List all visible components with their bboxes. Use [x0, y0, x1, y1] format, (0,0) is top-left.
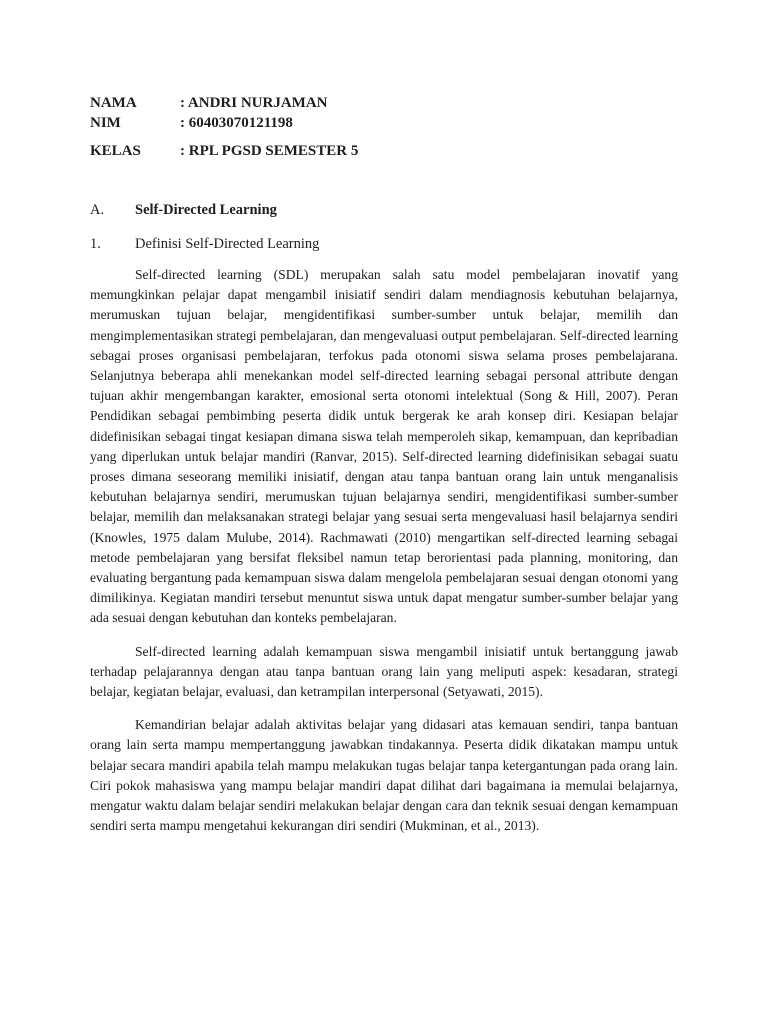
nama-value: : ANDRI NURJAMAN — [180, 95, 328, 111]
kelas-label: KELAS — [90, 143, 141, 159]
nim-label: NIM — [90, 115, 121, 131]
section-letter: A. — [90, 202, 105, 218]
subsection-title: Definisi Self-Directed Learning — [135, 236, 320, 252]
nim-value: : 60403070121198 — [180, 115, 293, 131]
paragraph: Kemandirian belajar adalah aktivitas belajar yang didasari atas kemauan sendiri, tanpa bantuan orang lain serta mampu mempertanggung jawabkan tindakannya. Peserta didik dikatakan mampu untuk belajar secara mandiri apabila telah mampu melakukan tugas belajar tanpa ketergantungan pada orang lain. Ciri pokok mahasiswa yang mampu belajar mandiri dapat dilihat dari bagaimana ia memulai belajarnya, mengatur waktu dalam belajar sendiri melakukan belajar dengan cara dan teknik sesuai dengan kemampuan sendiri serta mampu mengetahui kekurangan diri sendiri (Mukminan, et al., 2013). — [90, 717, 678, 834]
paragraph: Self-directed learning (SDL) merupakan salah satu model pembelajaran inovatif yang memungkinkan pelajar dapat mengambil inisiatif sendiri dalam mendiagnosis kebutuhan belajarnya, merumuskan tujuan belajar, mengidentifikasi sumber-sumber untuk belajar, memilih dan mengimplementasikan strategi pembelajaran, dan mengevaluasi output pembelajaran. Self-directed learning sebagai proses organisasi pembelajaran, terfokus pada otonomi siswa selama proses pembelajarana. Selanjutnya beberapa ahli menekankan model self-directed learning sebagai personal attribute dengan tujuan akhir mengembangan karakter, emosional serta otonomi intelektual (Song & Hill, 2007). Peran Pendidikan sebagai pembimbing peserta didik untuk bergerak ke arah konsep diri. Kesiapan belajar didefinisikan sebagai tingat kesiapan dimana siswa telah memperoleh sikap, kemampuan, dan kepribadian yang diperlukan untuk belajar mandiri (Ranvar, 2015). Self-directed learning didefinisikan sebagai suatu proses dimana seseorang memiliki inisiatif, dengan atau tanpa bantuan orang lain untuk menganalisis kebutuhan belajarnya sendiri, merumuskan tujuan belajarnya sendiri, mengidentifikasi sumber-sumber belajar, memilih dan melaksanakan strategi belajar yang sesuai serta mengevaluasi hasil belajarnya sendiri (Knowles, 1975 dalam Mulube, 2014). Rachmawati (2010) mengartikan self-directed learning sebagai metode pembelajaran yang bersifat fleksibel namun tetap berorientasi pada planning, monitoring, dan evaluating bergantung pada kemampuan siswa dalam mengelola pembelajaran sesuai dengan otonomi yang dimilikinya. Kegiatan mandiri tersebut menuntut siswa untuk dapat mengatur sumber-sumber belajar yang ada sesuai dengan kebutuhan dan konteks pembelajaran. — [90, 267, 678, 626]
body-text — [90, 265, 678, 849]
subsection-number: 1. — [90, 236, 101, 252]
nama-label: NAMA — [90, 95, 137, 111]
paragraph: Self-directed learning adalah kemampuan siswa mengambil inisiatif untuk bertanggung jawab terhadap pelajarannya dengan atau tanpa bantuan orang lain yang meliputi aspek: kesadaran, strategi belajar, kegiatan belajar, evaluasi, dan ketrampilan interpersonal (Setyawati, 2015). — [90, 643, 678, 700]
kelas-value: : RPL PGSD SEMESTER 5 — [180, 143, 359, 159]
section-title: Self-Directed Learning — [135, 202, 277, 218]
